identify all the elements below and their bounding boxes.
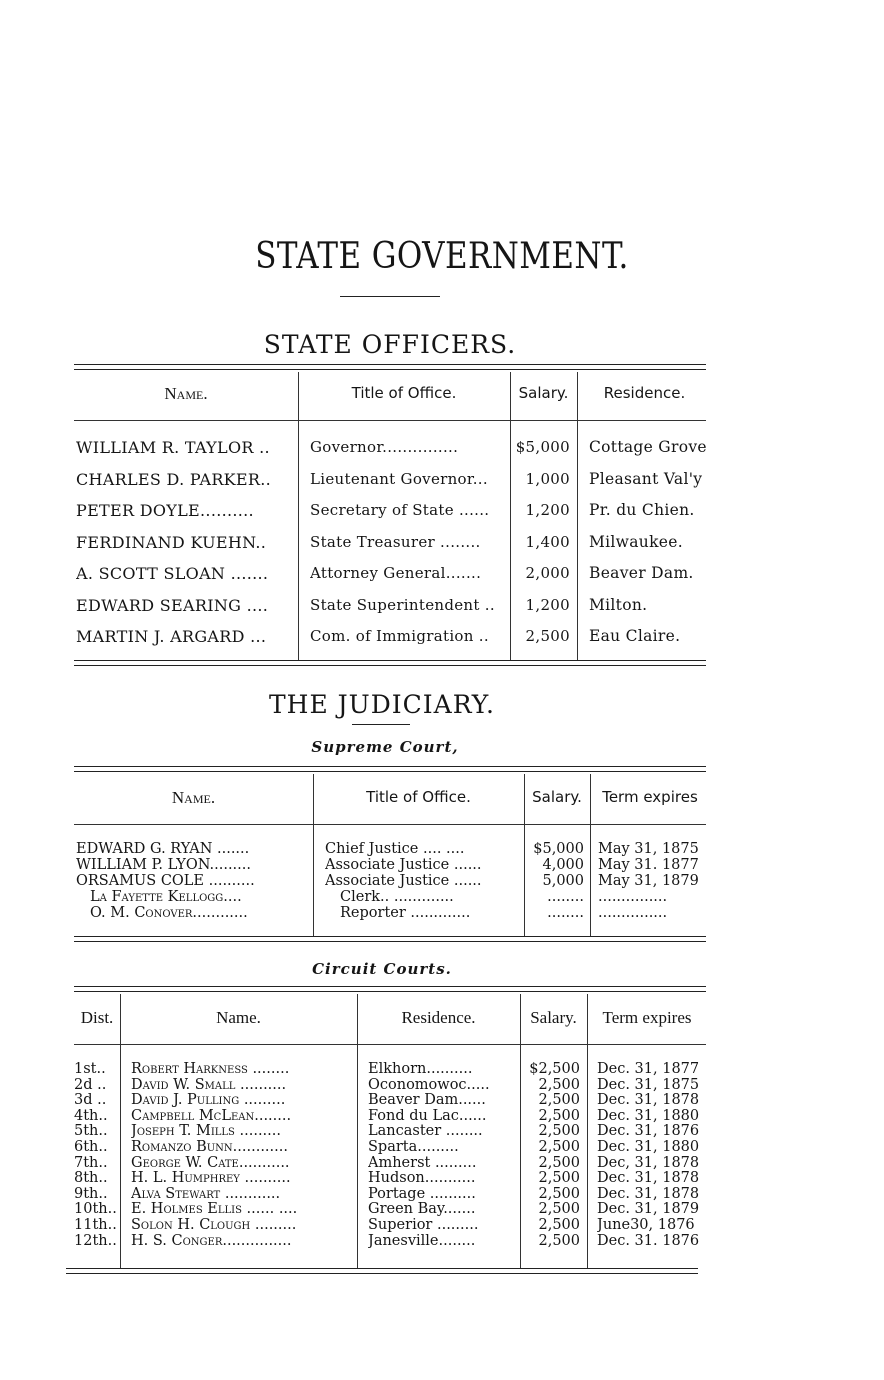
district: 10th.. [74,1202,117,1218]
judge-term: Dec. 31, 1880 [597,1140,700,1155]
officer-salary: 1,000 [525,469,570,488]
officer-name: WILLIAM R. TAYLOR .. [76,438,270,457]
justice-name: ORSAMUS COLE .......... [76,874,255,889]
table-bottom-rule [74,936,706,942]
officer-salary: 2,000 [525,564,570,582]
district: 9th.. [74,1186,108,1202]
officer-title: Attorney General....... [310,564,482,582]
judge-term: Dec. 31. 1876 [597,1233,700,1249]
officer-residence: Eau Claire. [589,627,681,645]
judge-name: Alva Stewart ............ [131,1186,281,1202]
judge-term: Dec. 31, 1875 [597,1077,700,1093]
justice-salary: ........ [547,890,584,905]
judiciary-title: THE JUDICIARY. [268,690,496,719]
judge-term: Dec. 31, 1879 [597,1202,700,1218]
judge-name: Solon H. Clough ......... [131,1218,297,1233]
judge-residence: Elkhorn.......... [368,1062,473,1077]
header-residence: Residence. [603,384,686,402]
judge-term: Dec. 31, 1877 [597,1062,700,1077]
officer-residence: Milwaukee. [589,532,683,551]
judge-name: H. L. Humphrey .......... [131,1171,291,1187]
header-name: Name. [171,788,216,807]
justice-title: Reporter ............. [340,906,471,921]
supreme-court-title: Supreme Court, [311,738,459,756]
district: 12th.. [74,1233,117,1249]
judge-name: H. S. Conger............... [131,1233,292,1249]
judge-name: David J. Pulling ......... [131,1093,286,1109]
header-name: Name. [164,384,208,403]
column-divider [357,994,358,1268]
officer-title: Com. of Immigration .. [310,627,489,645]
justice-name: O. M. Conover............ [90,906,248,921]
circuit-courts-title: Circuit Courts. [312,960,452,978]
justice-term: ............... [598,890,668,905]
judge-salary: 2,500 [538,1140,580,1155]
justice-title: Associate Justice ...... [325,858,482,873]
judge-salary: 2,500 [538,1233,580,1249]
officer-title: Governor............... [310,438,459,456]
judge-name: George W. Cate........... [131,1155,290,1171]
justice-title: Associate Justice ...... [325,874,482,889]
judge-term: Dec. 31, 1880 [597,1108,700,1124]
officer-salary: 1,400 [525,532,570,551]
justice-name: WILLIAM P. LYON......... [76,858,251,873]
header-term: Term expires [602,1008,692,1027]
header-rule [74,1044,706,1045]
judge-salary: 2,500 [538,1155,580,1171]
justice-title: Clerk.. ............. [340,890,454,905]
officer-name: CHARLES D. PARKER.. [76,469,272,489]
page-title: STATE GOVERNMENT. [255,236,629,277]
district: 2d .. [74,1077,107,1093]
justice-salary: 4,000 [542,858,584,873]
judge-residence: Janesville........ [368,1233,476,1249]
judge-residence: Beaver Dam...... [368,1093,486,1109]
judge-salary: 2,500 [538,1093,580,1109]
officer-name: MARTIN J. ARGARD ... [76,627,267,646]
judge-residence: Portage .......... [368,1186,476,1202]
district: 1st.. [74,1062,106,1077]
district: 6th.. [74,1140,108,1155]
officer-salary: $5,000 [515,438,570,456]
judge-name: David W. Small .......... [131,1077,287,1093]
judge-salary: 2,500 [538,1077,580,1093]
column-divider [587,994,588,1268]
judge-salary: 2,500 [538,1186,580,1202]
judge-term: Dec. 31, 1876 [597,1124,700,1140]
justice-term: May 31, 1879 [598,874,699,889]
header-title: Title of Office. [366,788,471,806]
column-divider [577,372,578,660]
header-dist: Dist. [80,1008,114,1027]
officer-salary: 2,500 [525,627,570,645]
title-rule [340,296,440,297]
justice-salary: ........ [547,906,584,921]
district: 3d .. [74,1093,107,1109]
judge-name: Campbell McLean........ [131,1108,292,1124]
district: 4th.. [74,1108,108,1124]
table-top-rule [74,364,706,370]
header-rule [74,824,706,825]
officer-name: FERDINAND KUEHN.. [76,532,267,552]
district: 7th.. [74,1155,108,1171]
judge-term: Dec. 31, 1878 [597,1171,700,1187]
header-salary: Salary. [518,384,569,402]
judge-name: Romanzo Bunn............ [131,1140,288,1155]
header-rule [74,420,706,421]
officer-title: Lieutenant Governor... [310,469,488,488]
district: 11th.. [74,1218,117,1233]
judge-salary: 2,500 [538,1108,580,1124]
judge-term: Dec. 31, 1878 [597,1093,700,1109]
justice-title: Chief Justice .... .... [325,842,465,857]
officer-title: Secretary of State ...... [310,501,490,519]
column-divider [298,372,299,660]
justice-salary: $5,000 [533,842,584,857]
header-residence: Residence. [401,1008,476,1027]
district: 5th.. [74,1124,108,1140]
table-bottom-rule [66,1268,698,1274]
judge-residence: Oconomowoc..... [368,1077,490,1093]
judge-salary: 2,500 [538,1124,580,1140]
district: 8th.. [74,1171,108,1187]
officer-name: PETER DOYLE.......... [76,501,254,520]
officer-title: State Superintendent .. [310,595,495,614]
officer-residence: Pr. du Chien. [589,501,695,519]
state-officers-title: STATE OFFICERS. [263,330,517,359]
table-bottom-rule [74,660,706,666]
judge-term: June30, 1876 [597,1218,695,1233]
judge-residence: Green Bay....... [368,1202,476,1218]
judge-salary: 2,500 [538,1171,580,1187]
judge-residence: Hudson........... [368,1171,476,1187]
justice-term: ............... [598,906,668,921]
judiciary-rule [352,724,410,725]
justice-salary: 5,000 [542,874,584,889]
judge-salary: $2,500 [529,1062,580,1077]
justice-name: EDWARD G. RYAN ....... [76,842,250,857]
judge-name: Joseph T. Mills ......... [131,1124,281,1140]
officer-residence: Milton. [589,595,648,614]
officer-title: State Treasurer ........ [310,532,481,551]
judge-residence: Sparta......... [368,1140,459,1155]
table-top-rule [74,986,706,992]
judge-residence: Fond du Lac...... [368,1108,487,1124]
judge-residence: Superior ......... [368,1218,479,1233]
judge-term: Dec. 31, 1878 [597,1186,700,1202]
officer-residence: Cottage Grove [589,438,707,456]
judge-residence: Amherst ......... [368,1155,477,1171]
justice-term: May 31, 1875 [598,842,699,857]
judge-name: E. Holmes Ellis ...... .... [131,1202,298,1218]
header-term: Term expires [602,788,698,806]
column-divider [120,994,121,1268]
officer-residence: Pleasant Val'y [589,469,703,488]
header-salary: Salary. [530,1008,577,1027]
judge-term: Dec, 31, 1878 [597,1155,700,1171]
justice-name: La Fayette Kellogg.... [90,890,242,905]
column-divider [520,994,521,1268]
officer-salary: 1,200 [525,501,570,519]
judge-salary: 2,500 [538,1202,580,1218]
judge-residence: Lancaster ........ [368,1124,483,1140]
header-name: Name. [216,1008,261,1027]
officer-name: EDWARD SEARING .... [76,595,269,615]
justice-term: May 31. 1877 [598,858,699,873]
judge-salary: 2,500 [538,1218,580,1233]
officer-salary: 1,200 [525,595,570,614]
header-salary: Salary. [532,788,582,806]
officer-residence: Beaver Dam. [589,564,694,582]
officer-name: A. SCOTT SLOAN ....... [76,564,269,583]
judge-name: Robert Harkness ........ [131,1062,290,1077]
header-title: Title of Office. [351,384,457,402]
table-top-rule [74,766,706,772]
